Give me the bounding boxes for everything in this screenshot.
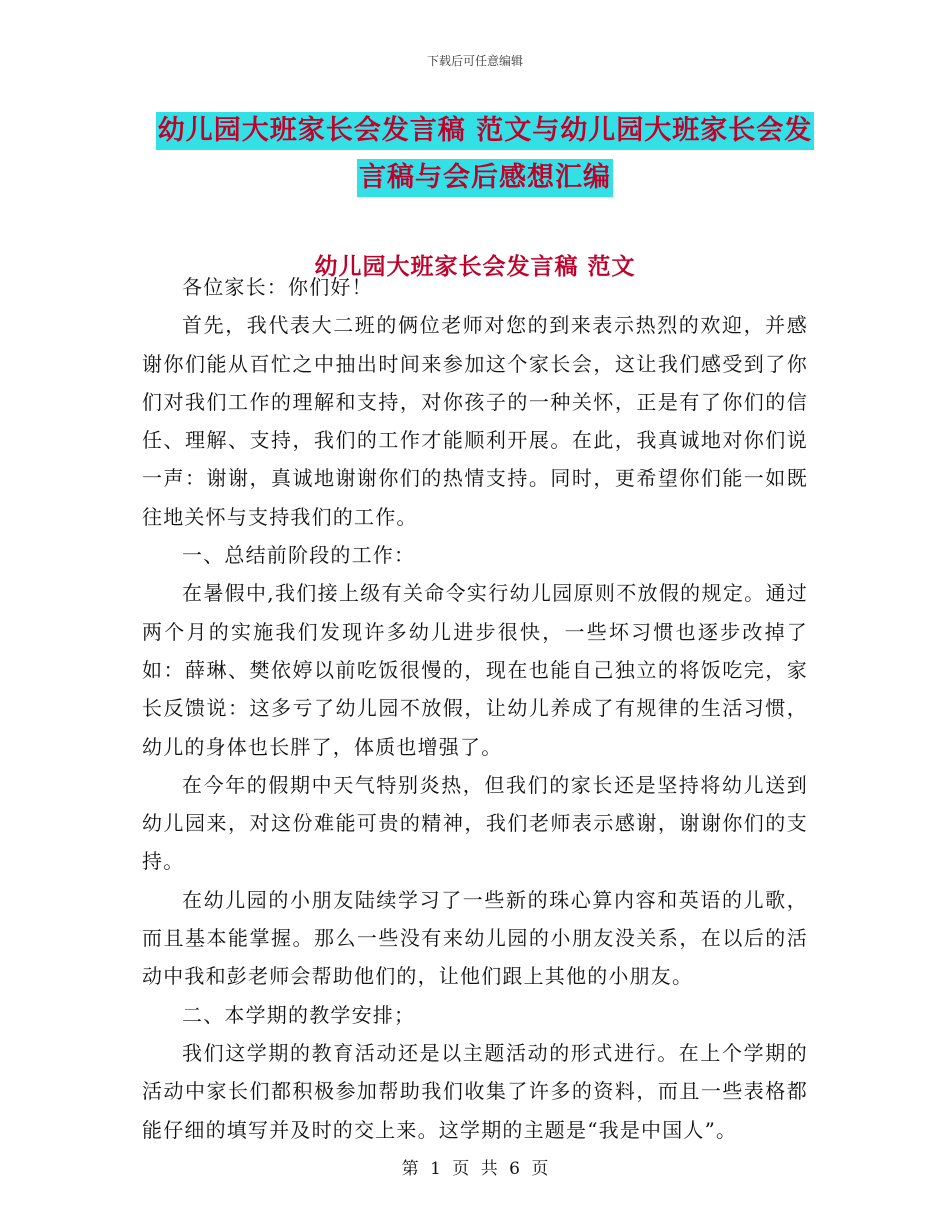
paragraph: 二、本学期的教学安排； bbox=[182, 1002, 416, 1027]
paragraph: 在今年的假期中天气特别炎热，但我们的家长还是坚持将幼儿送到幼儿园来，对这份难能可贵的精神，我们老师表示感谢，谢谢你们的支持。 bbox=[142, 772, 808, 874]
page-number-footer: 第 1 页 共 6 页 bbox=[401, 1159, 549, 1179]
title-line-2: 言稿与会后感想汇编 bbox=[357, 159, 613, 197]
page-header-note: 下载后可任意编辑 bbox=[426, 54, 523, 68]
body-text bbox=[142, 268, 808, 1149]
title-line-1: 幼儿园大班家长会发言稿 范文与幼儿园大班家长会发 bbox=[156, 112, 814, 150]
paragraph: 在暑假中,我们接上级有关命令实行幼儿园原则不放假的规定。通过两个月的实施我们发现许多幼儿进步很快，一些坏习惯也逐步改掉了如：薛琳、樊依婷以前吃饭很慢的，现在也能自己独立的将饭吃完，家长反馈说：这多亏了幼儿园不放假，让幼儿养成了有规律的生活习惯，幼儿的身体也长胖了，体质也增强了。 bbox=[142, 581, 808, 759]
paragraph: 首先，我代表大二班的俩位老师对您的到来表示热烈的欢迎，并感谢你们能从百忙之中抽出时间来参加这个家长会，这让我们感受到了你们对我们工作的理解和支持，对你孩子的一种关怀，正是有了你们的信任、理解、支持，我们的工作才能顺利开展。在此，我真诚地对你们说一声：谢谢，真诚地谢谢你们的热情支持。同时，更希望你们能一如既往地关怀与支持我们的工作。 bbox=[142, 313, 808, 529]
document-title bbox=[140, 112, 830, 197]
paragraph: 在幼儿园的小朋友陆续学习了一些新的珠心算内容和英语的儿歌，而且基本能掌握。那么一些没有来幼儿园的小朋友没关系，在以后的活动中我和彭老师会帮助他们的，让他们跟上其他的小朋友。 bbox=[142, 887, 808, 989]
section-heading: 幼儿园大班家长会发言稿 范文 bbox=[314, 253, 636, 280]
paragraph: 各位家长：你们好！ bbox=[182, 275, 373, 299]
paragraph: 一、总结前阶段的工作： bbox=[182, 543, 416, 568]
paragraph: 我们这学期的教育活动还是以主题活动的形式进行。在上个学期的活动中家长们都积极参加帮助我们收集了许多的资料，而且一些表格都能仔细的填写并及时的交上来。这学期的主题是“我是中国人”。 bbox=[142, 1040, 808, 1142]
